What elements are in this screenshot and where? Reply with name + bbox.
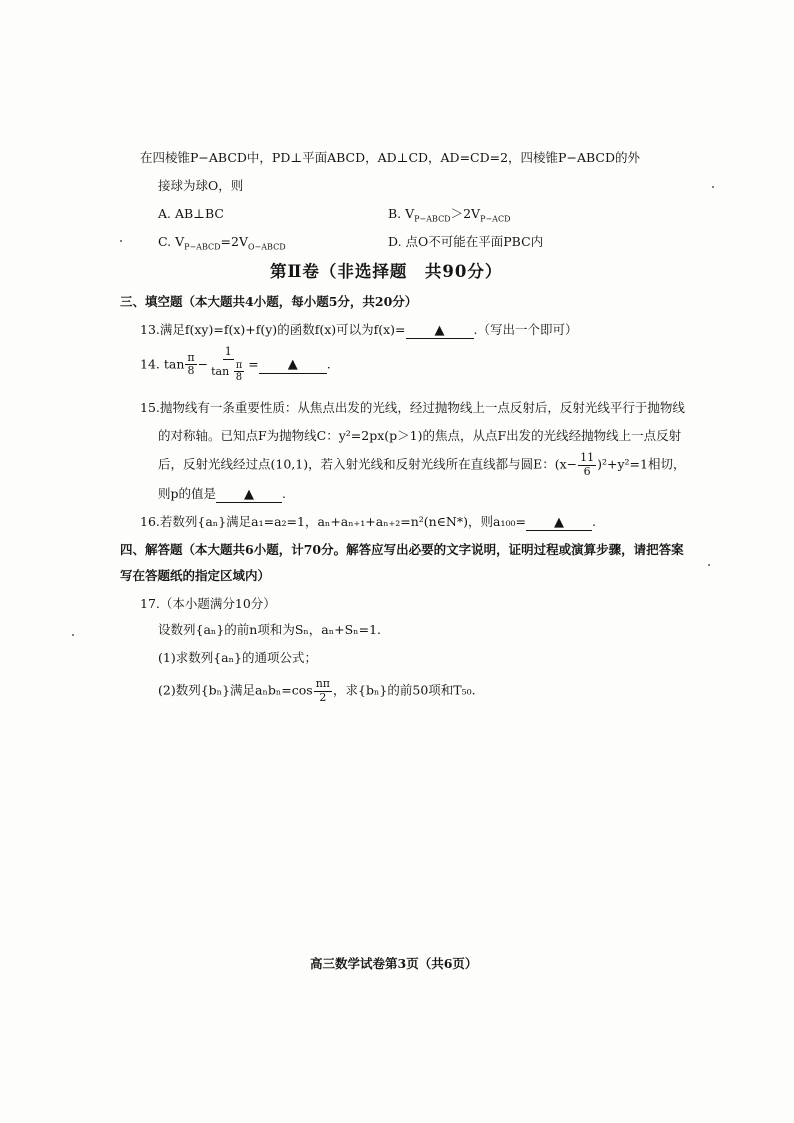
q12-option-d: D. 点O不可能在平面PBC内 xyxy=(388,234,544,249)
q12-option-b: B. $V_{P-ABCD}>2V_{P-ACD}$ xyxy=(388,206,511,224)
q15-line2: 的对称轴。已知点F为抛物线C：y²=2px(p＞1)的焦点，从点F出发的光线经抛物线上一点反射 xyxy=(158,428,682,443)
scan-speck xyxy=(120,240,122,242)
section3-heading: 三、填空题（本大题共4小题，每小题5分，共20分） xyxy=(120,294,418,309)
q15-fraction-11-over-6: $\frac{11}{6}$ xyxy=(580,451,595,478)
q15-line3: 后，反射光线经过点(10,1)，若入射光线和反射光线所在直线都与圆E：(x− $\frac{11}{6}$ )²+y²=1相切， xyxy=(158,451,686,478)
q12-option-c: C. $V_{P-ABCD}=2V_{O-ABCD}$ xyxy=(158,234,286,252)
section4-heading-line2: 写在答题纸的指定区域内） xyxy=(120,568,271,583)
answer-triangle-icon: ▲ xyxy=(244,487,255,502)
answer-triangle-icon: ▲ xyxy=(434,323,445,338)
q13-line: 13.满足f(xy)=f(x)+f(y)的函数f(x)可以为f(x)= ▲ .（写出一个即可） xyxy=(140,322,578,338)
answer-triangle-icon: ▲ xyxy=(553,515,564,530)
q14-line: 14. tan $\frac{\pi}{8}$ − 1 tan $\frac{\pi}{8}$ = ▲ . xyxy=(140,345,331,384)
scan-speck xyxy=(708,564,710,566)
volume-title: 第Ⅱ卷（非选择题 共90分） xyxy=(270,262,503,281)
q17-fraction-npi-over-2: $\frac{n\pi}{2}$ xyxy=(315,677,331,704)
section4-heading-line1: 四、解答题（本大题共6小题，计70分。解答应写出必要的文字说明，证明过程或演算步骤，请把答案 xyxy=(120,542,684,557)
scan-speck xyxy=(72,634,74,636)
page-footer: 高三数学试卷第3页（共6页） xyxy=(310,956,478,971)
q14-fraction-pi-over-8: $\frac{\pi}{8}$ xyxy=(187,350,195,378)
q17-part2: (2)数列{bₙ}满足aₙbₙ=cos $\frac{n\pi}{2}$ ，求{bₙ}的前50项和T₅₀. xyxy=(158,677,476,704)
q14-fraction-1-over-tan: 1 tan $\frac{\pi}{8}$ xyxy=(211,345,243,384)
scan-speck xyxy=(712,186,714,188)
q17-part1: (1)求数列{aₙ}的通项公式； xyxy=(158,650,317,665)
q17-stem: 设数列{aₙ}的前n项和为Sₙ，aₙ+Sₙ=1. xyxy=(158,622,381,637)
answer-triangle-icon: ▲ xyxy=(287,357,298,373)
q17-title: 17.（本小题满分10分） xyxy=(140,596,276,611)
q15-line1: 15.抛物线有一条重要性质：从焦点出发的光线，经过抛物线上一点反射后，反射光线平行于抛物线 xyxy=(140,400,685,415)
q15-line4: 则p的值是 ▲ . xyxy=(158,486,286,502)
q12-line2: 接球为球O，则 xyxy=(158,178,244,193)
q12-line1: 在四棱锥P−ABCD中，PD⊥平面ABCD，AD⊥CD，AD=CD=2，四棱锥P−ABCD的外 xyxy=(140,150,640,165)
q16-line: 16.若数列{aₙ}满足a₁=a₂=1，aₙ+aₙ₊₁+aₙ₊₂=n²(n∈N*)，则a₁₀₀= ▲ . xyxy=(140,514,596,530)
q12-option-a: A. AB⊥BC xyxy=(158,206,224,221)
